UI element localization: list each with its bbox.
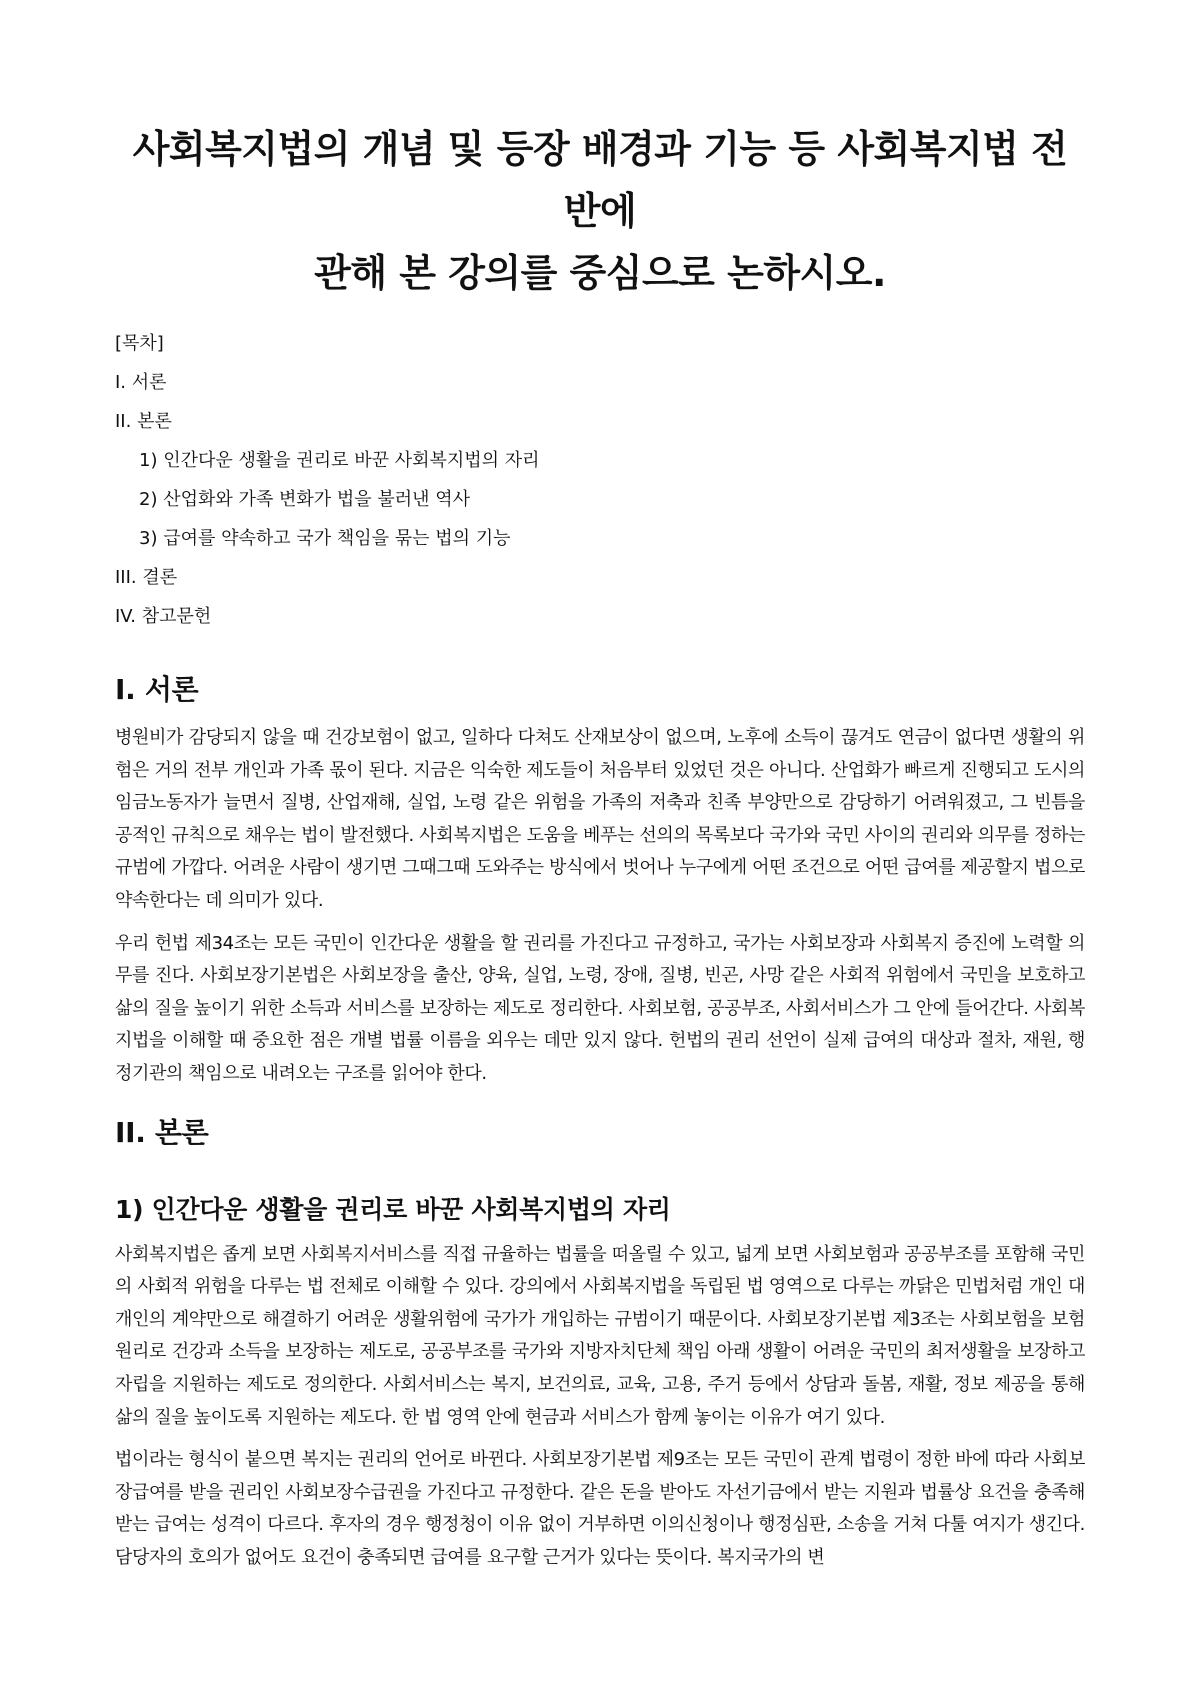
title-line-2: 관해 본 강의를 중심으로 논하시오. (314, 251, 886, 295)
toc-subitem: 1) 인간다운 생활을 권리로 바꾼 사회복지법의 자리 (139, 450, 540, 471)
paragraph: 법이라는 형식이 붙으면 복지는 권리의 언어로 바뀐다. 사회보장기본법 제9조는 모든 국민이 관계 법령이 정한 바에 따라 사회보장급여를 받을 권리인 사회보장수급권을 가진다고 규정한다. 같은 돈을 받아도 자선기금에서 받는 지원과 법률상 요건을 충족해 받는 급여는 성격이 다르다. 후자의 경우 행정청이 이유 없이 거부하면 이의신청이나 행정심판, 소송을 거쳐 다툴 여지가 생긴다. 담당자의 호의가 없어도 요건이 충족되면 급여를 요구할 근거가 있다는 뜻이다. 복지국가의 변 (115, 1449, 1085, 1568)
table-of-contents (115, 324, 1085, 636)
title-line-1: 사회복지법의 개념 및 등장 배경과 기능 등 사회복지법 전반에 (132, 127, 1068, 233)
toc-heading: [목차] (115, 333, 164, 354)
toc-subitem: 2) 산업화와 가족 변화가 법을 불러낸 역사 (139, 489, 471, 510)
section-heading: II. 본론 (115, 1115, 209, 1149)
toc-item: IV. 참고문헌 (115, 606, 212, 627)
toc-subitem: 3) 급여를 약속하고 국가 책임을 묶는 법의 기능 (139, 528, 511, 549)
subsection-heading: 1) 인간다운 생활을 권리로 바꾼 사회복지법의 자리 (115, 1194, 671, 1224)
paragraph: 사회복지법은 좁게 보면 사회복지서비스를 직접 규율하는 법률을 떠올릴 수 있고, 넓게 보면 사회보험과 공공부조를 포함해 국민의 사회적 위험을 다루는 법 전체로 이해할 수 있다. 강의에서 사회복지법을 독립된 법 영역으로 다루는 까닭은 민법처럼 개인 대 개인의 계약만으로 해결하기 어려운 생활위험에 국가가 개입하는 규범이기 때문이다. 사회보장기본법 제3조는 사회보험을 보험 원리로 건강과 소득을 보장하는 제도로, 공공부조를 국가와 지방자치단체 책임 아래 생활이 어려운 국민의 최저생활을 보장하고 자립을 지원하는 제도로 정의한다. 사회서비스는 복지, 보건의료, 교육, 고용, 주거 등에서 상담과 돌봄, 재활, 정보 제공을 통해 삶의 질을 높이도록 지원하는 제도다. 한 법 영역 안에 현금과 서비스가 함께 놓이는 이유가 여기 있다. (115, 1243, 1085, 1428)
toc-item: III. 결론 (115, 567, 178, 588)
section-heading: I. 서론 (115, 673, 199, 706)
paragraph: 우리 헌법 제34조는 모든 국민이 인간다운 생활을 할 권리를 가진다고 규정하고, 국가는 사회보장과 사회복지 증진에 노력할 의무를 진다. 사회보장기본법은 사회보장을 출산, 양육, 실업, 노령, 장애, 질병, 빈곤, 사망 같은 사회적 위험에서 국민을 보호하고 삶의 질을 높이기 위한 소득과 서비스를 보장하는 제도로 정리한다. 사회보험, 공공부조, 사회서비스가 그 안에 들어간다. 사회복지법을 이해할 때 중요한 점은 개별 법률 이름을 외우는 데만 있지 않다. 헌법의 권리 선언이 실제 급여의 대상과 절차, 재원, 행정기관의 책임으로 내려오는 구조를 읽어야 한다. (115, 932, 1085, 1084)
document-page (115, 0, 1085, 1574)
document-title (115, 118, 1085, 304)
toc-item: II. 본론 (115, 411, 172, 432)
section-body (115, 1105, 1085, 1575)
paragraph: 병원비가 감당되지 않을 때 건강보험이 없고, 일하다 다쳐도 산재보상이 없으며, 노후에 소득이 끊겨도 연금이 없다면 생활의 위험은 거의 전부 개인과 가족 몫이 된다. 지금은 익숙한 제도들이 처음부터 있었던 것은 아니다. 산업화가 빠르게 진행되고 도시의 임금노동자가 늘면서 질병, 산업재해, 실업, 노령 같은 위험을 가족의 저축과 친족 부양만으로 감당하기 어려워졌고, 그 빈틈을 공적인 규칙으로 채우는 법이 발전했다. 사회복지법은 도움을 베푸는 선의의 목록보다 국가와 국민 사이의 권리와 의무를 정하는 규범에 가깝다. 어려운 사람이 생기면 그때그때 도와주는 방식에서 벗어나 누구에게 어떤 조건으로 어떤 급여를 제공할지 법으로 약속한다는 데 의미가 있다. (115, 727, 1085, 911)
toc-item: I. 서론 (115, 372, 167, 393)
section-introduction (115, 662, 1085, 1091)
